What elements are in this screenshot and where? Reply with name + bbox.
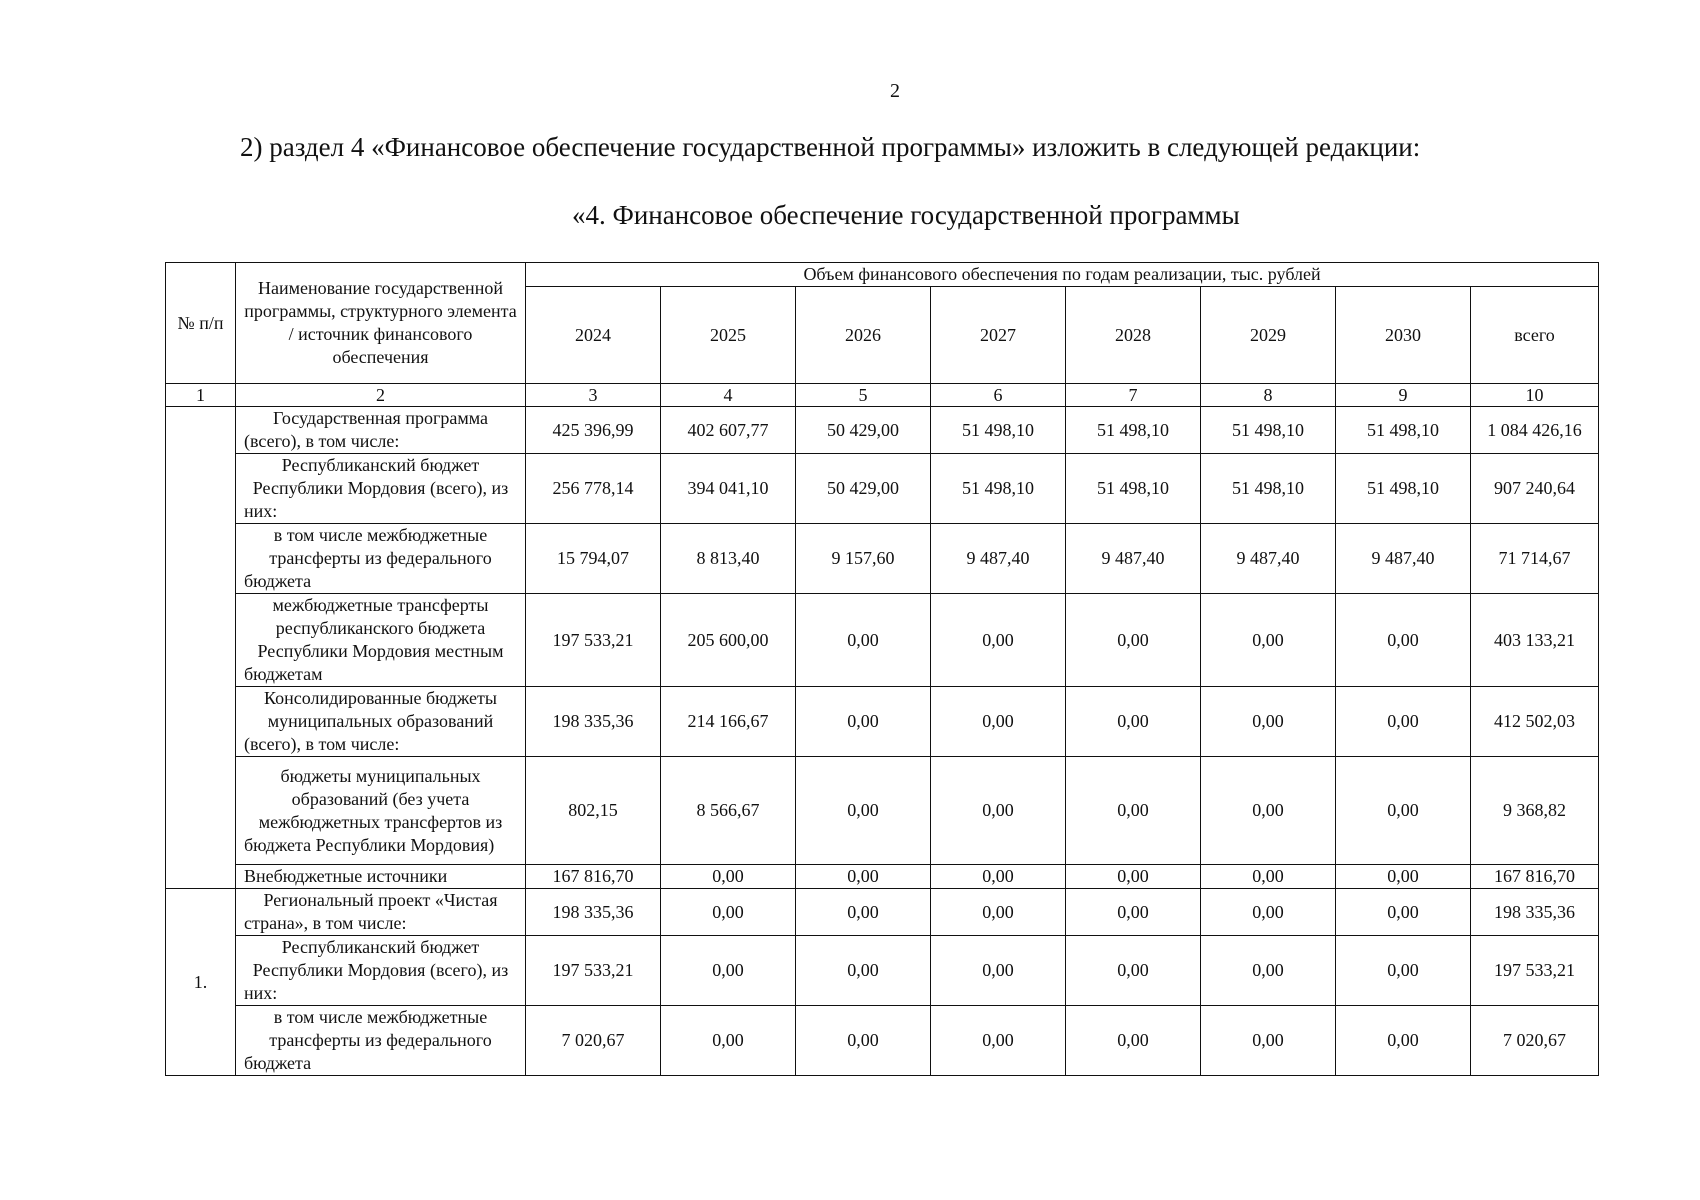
column-index: 8	[1201, 384, 1336, 407]
row-label: бюджеты муниципальных образований (без учета межбюджетных трансфертов из бюджета Республики Мордовия)	[236, 757, 526, 865]
row-number	[166, 407, 236, 889]
table-row	[166, 1006, 1599, 1076]
table-row	[166, 524, 1599, 594]
table-row	[166, 757, 1599, 865]
header-year: 2024	[526, 287, 661, 384]
header-num: № п/п	[166, 263, 236, 384]
value-cell: 0,00	[1201, 936, 1336, 1006]
column-index: 1	[166, 384, 236, 407]
value-cell: 0,00	[796, 687, 931, 757]
value-cell: 7 020,67	[1471, 1006, 1599, 1076]
value-cell: 0,00	[1066, 865, 1201, 889]
table-row	[166, 407, 1599, 454]
value-cell: 0,00	[796, 757, 931, 865]
value-cell: 198 335,36	[1471, 889, 1599, 936]
value-cell: 907 240,64	[1471, 454, 1599, 524]
value-cell: 0,00	[931, 594, 1066, 687]
value-cell: 8 813,40	[661, 524, 796, 594]
column-index: 3	[526, 384, 661, 407]
value-cell: 51 498,10	[931, 454, 1066, 524]
value-cell: 9 487,40	[931, 524, 1066, 594]
financing-table	[165, 262, 1599, 1076]
value-cell: 0,00	[1066, 936, 1201, 1006]
value-cell: 402 607,77	[661, 407, 796, 454]
row-label: межбюджетные трансферты республиканского бюджета Республики Мордовия местным бюджетам	[236, 594, 526, 687]
row-label: Республиканский бюджет Республики Мордовия (всего), из них:	[236, 936, 526, 1006]
value-cell: 15 794,07	[526, 524, 661, 594]
value-cell: 51 498,10	[931, 407, 1066, 454]
value-cell: 51 498,10	[1336, 407, 1471, 454]
value-cell: 0,00	[1336, 1006, 1471, 1076]
value-cell: 0,00	[661, 865, 796, 889]
row-number: 1.	[166, 889, 236, 1076]
value-cell: 0,00	[1066, 757, 1201, 865]
value-cell: 50 429,00	[796, 454, 931, 524]
value-cell: 0,00	[1336, 889, 1471, 936]
value-cell: 0,00	[931, 687, 1066, 757]
value-cell: 167 816,70	[526, 865, 661, 889]
value-cell: 0,00	[796, 936, 931, 1006]
value-cell: 9 157,60	[796, 524, 931, 594]
value-cell: 0,00	[931, 889, 1066, 936]
row-label: Республиканский бюджет Республики Мордовия (всего), из них:	[236, 454, 526, 524]
value-cell: 0,00	[796, 889, 931, 936]
amendment-instruction: 2) раздел 4 «Финансовое обеспечение государственной программы» изложить в следующей редакции:	[240, 132, 1421, 162]
value-cell: 0,00	[661, 936, 796, 1006]
value-cell: 0,00	[931, 865, 1066, 889]
value-cell: 0,00	[661, 1006, 796, 1076]
header-group: Объем финансового обеспечения по годам реализации, тыс. рублей	[526, 263, 1599, 287]
value-cell: 205 600,00	[661, 594, 796, 687]
value-cell: 394 041,10	[661, 454, 796, 524]
value-cell: 0,00	[1066, 1006, 1201, 1076]
header-year: 2026	[796, 287, 931, 384]
value-cell: 1 084 426,16	[1471, 407, 1599, 454]
value-cell: 0,00	[1066, 594, 1201, 687]
header-year: 2027	[931, 287, 1066, 384]
value-cell: 0,00	[1201, 889, 1336, 936]
value-cell: 412 502,03	[1471, 687, 1599, 757]
header-year: 2025	[661, 287, 796, 384]
row-label: Региональный проект «Чистая страна», в том числе:	[236, 889, 526, 936]
row-label: Консолидированные бюджеты муниципальных образований (всего), в том числе:	[236, 687, 526, 757]
value-cell: 0,00	[1201, 757, 1336, 865]
value-cell: 0,00	[1336, 687, 1471, 757]
column-index: 6	[931, 384, 1066, 407]
value-cell: 7 020,67	[526, 1006, 661, 1076]
table-row	[166, 865, 1599, 889]
column-index: 10	[1471, 384, 1599, 407]
header-year: 2028	[1066, 287, 1201, 384]
column-index-row	[166, 384, 1599, 407]
row-label: Внебюджетные источники	[236, 865, 526, 889]
table-row	[166, 889, 1599, 936]
value-cell: 425 396,99	[526, 407, 661, 454]
value-cell: 0,00	[796, 594, 931, 687]
table-row	[166, 687, 1599, 757]
value-cell: 0,00	[1336, 757, 1471, 865]
value-cell: 8 566,67	[661, 757, 796, 865]
value-cell: 9 487,40	[1201, 524, 1336, 594]
value-cell: 9 368,82	[1471, 757, 1599, 865]
value-cell: 51 498,10	[1201, 454, 1336, 524]
value-cell: 197 533,21	[1471, 936, 1599, 1006]
value-cell: 51 498,10	[1066, 454, 1201, 524]
value-cell: 0,00	[1201, 687, 1336, 757]
column-index: 5	[796, 384, 931, 407]
value-cell: 198 335,36	[526, 687, 661, 757]
section-title: «4. Финансовое обеспечение государственной программы	[572, 200, 1240, 230]
table-body	[166, 407, 1599, 1076]
value-cell: 0,00	[931, 757, 1066, 865]
value-cell: 197 533,21	[526, 594, 661, 687]
table-row	[166, 454, 1599, 524]
column-index: 2	[236, 384, 526, 407]
value-cell: 0,00	[1201, 594, 1336, 687]
value-cell: 802,15	[526, 757, 661, 865]
value-cell: 197 533,21	[526, 936, 661, 1006]
value-cell: 0,00	[1201, 865, 1336, 889]
page-number: 2	[890, 80, 900, 102]
row-label: в том числе межбюджетные трансферты из федерального бюджета	[236, 1006, 526, 1076]
value-cell: 0,00	[1066, 687, 1201, 757]
row-label: Государственная программа (всего), в том числе:	[236, 407, 526, 454]
value-cell: 256 778,14	[526, 454, 661, 524]
header-year: 2029	[1201, 287, 1336, 384]
value-cell: 51 498,10	[1336, 454, 1471, 524]
value-cell: 0,00	[1201, 1006, 1336, 1076]
header-total: всего	[1471, 287, 1599, 384]
table-row	[166, 936, 1599, 1006]
table-row	[166, 594, 1599, 687]
column-index: 4	[661, 384, 796, 407]
column-index: 9	[1336, 384, 1471, 407]
value-cell: 9 487,40	[1066, 524, 1201, 594]
value-cell: 0,00	[1336, 865, 1471, 889]
value-cell: 0,00	[796, 1006, 931, 1076]
value-cell: 214 166,67	[661, 687, 796, 757]
header-name: Наименование государственной программы, структурного элемента / источник финансового обеспечения	[236, 263, 526, 384]
header-year: 2030	[1336, 287, 1471, 384]
value-cell: 71 714,67	[1471, 524, 1599, 594]
value-cell: 0,00	[931, 936, 1066, 1006]
value-cell: 0,00	[796, 865, 931, 889]
value-cell: 0,00	[661, 889, 796, 936]
value-cell: 0,00	[1336, 594, 1471, 687]
value-cell: 0,00	[931, 1006, 1066, 1076]
value-cell: 0,00	[1336, 936, 1471, 1006]
value-cell: 167 816,70	[1471, 865, 1599, 889]
column-index: 7	[1066, 384, 1201, 407]
value-cell: 50 429,00	[796, 407, 931, 454]
value-cell: 0,00	[1066, 889, 1201, 936]
value-cell: 9 487,40	[1336, 524, 1471, 594]
row-label: в том числе межбюджетные трансферты из федерального бюджета	[236, 524, 526, 594]
value-cell: 51 498,10	[1066, 407, 1201, 454]
value-cell: 403 133,21	[1471, 594, 1599, 687]
value-cell: 198 335,36	[526, 889, 661, 936]
value-cell: 51 498,10	[1201, 407, 1336, 454]
